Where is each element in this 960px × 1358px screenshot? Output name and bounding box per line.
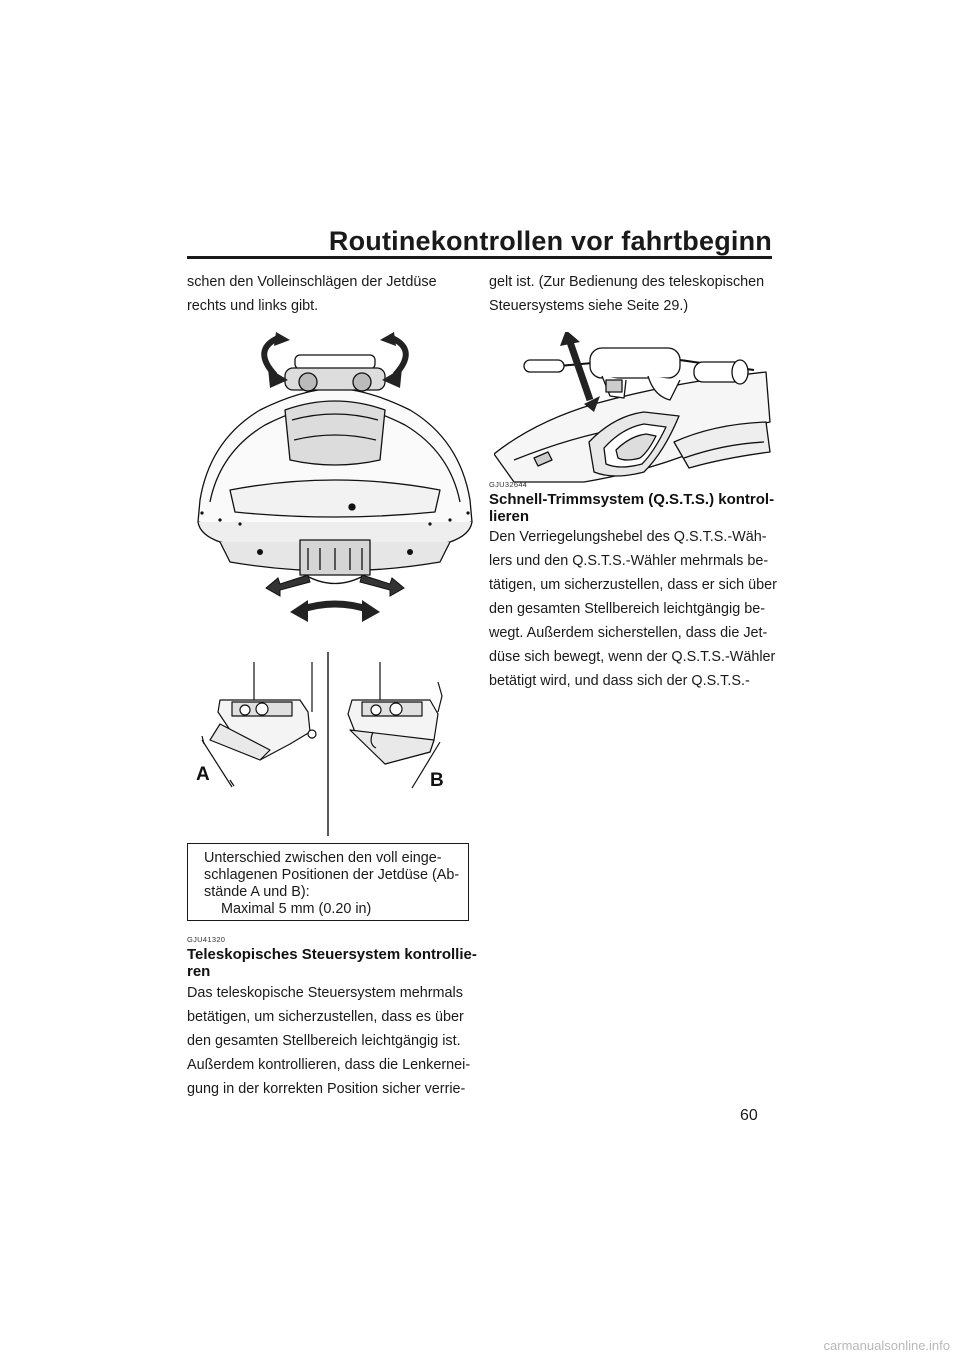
text-line: betätigt wird, und dass sich der Q.S.T.S.- — [489, 673, 750, 689]
text-line: rechts und links gibt. — [187, 298, 319, 314]
spec-line: schlagenen Positionen der Jetdüse (Ab- — [204, 867, 460, 883]
text-line: Außerdem kontrollieren, dass die Lenkernei- — [187, 1057, 471, 1073]
header-rule — [187, 256, 772, 259]
section-body — [489, 525, 777, 693]
text-line: wegt. Außerdem sicherstellen, dass die Jet- — [489, 625, 768, 641]
handlebar-figure — [494, 332, 774, 484]
heading-line: lieren — [489, 508, 530, 525]
text-line: betätigen, um sicherzustellen, dass es über — [187, 1009, 464, 1025]
text-line: tätigen, um sicherzustellen, dass er sich über — [489, 577, 777, 593]
heading-line: Schnell-Trimmsystem (Q.S.T.S.) kontrol- — [489, 491, 775, 508]
text-line: schen den Volleinschlägen der Jetdüse — [187, 274, 437, 290]
section-body — [187, 981, 470, 1101]
spec-line: Unterschied zwischen den voll einge- — [204, 850, 442, 866]
spec-box — [187, 843, 469, 921]
page-title: Routinekontrollen vor fahrtbeginn — [328, 226, 772, 256]
text-line: den gesamten Stellbereich leichtgängig be- — [489, 601, 766, 617]
spec-line: stände A und B): — [204, 884, 310, 900]
spec-value: Maximal 5 mm (0.20 in) — [221, 901, 372, 917]
section-code: GJU32644 — [489, 480, 528, 489]
text-line: gung in der korrekten Position sicher verrie- — [187, 1081, 466, 1097]
left-intro-paragraph — [187, 270, 437, 318]
nozzle-detail-figure — [190, 652, 480, 838]
label-a: A — [196, 764, 210, 785]
jetski-rear-figure — [190, 330, 480, 630]
text-line: düse sich bewegt, wenn der Q.S.T.S.-Wähler — [489, 649, 776, 665]
section-heading — [489, 491, 774, 525]
page-number: 60 — [740, 1107, 758, 1124]
text-line: den gesamten Stellbereich leichtgängig ist. — [187, 1033, 461, 1049]
right-intro-paragraph — [489, 270, 764, 318]
section-heading — [187, 946, 477, 980]
text-line: Das teleskopische Steuersystem mehrmals — [187, 985, 463, 1001]
text-line: Steuersystems siehe Seite 29.) — [489, 298, 689, 314]
text-line: Den Verriegelungshebel des Q.S.T.S.-Wäh- — [489, 529, 767, 545]
heading-line: ren — [187, 963, 211, 980]
watermark: carmanualsonline.info — [823, 1338, 950, 1353]
section-code: GJU41320 — [187, 935, 226, 944]
text-line: gelt ist. (Zur Bedienung des teleskopischen — [489, 274, 765, 290]
label-b: B — [430, 770, 444, 791]
heading-line: Teleskopisches Steuersystem kontrollie- — [187, 946, 477, 963]
text-line: lers und den Q.S.T.S.-Wähler mehrmals be- — [489, 553, 769, 569]
